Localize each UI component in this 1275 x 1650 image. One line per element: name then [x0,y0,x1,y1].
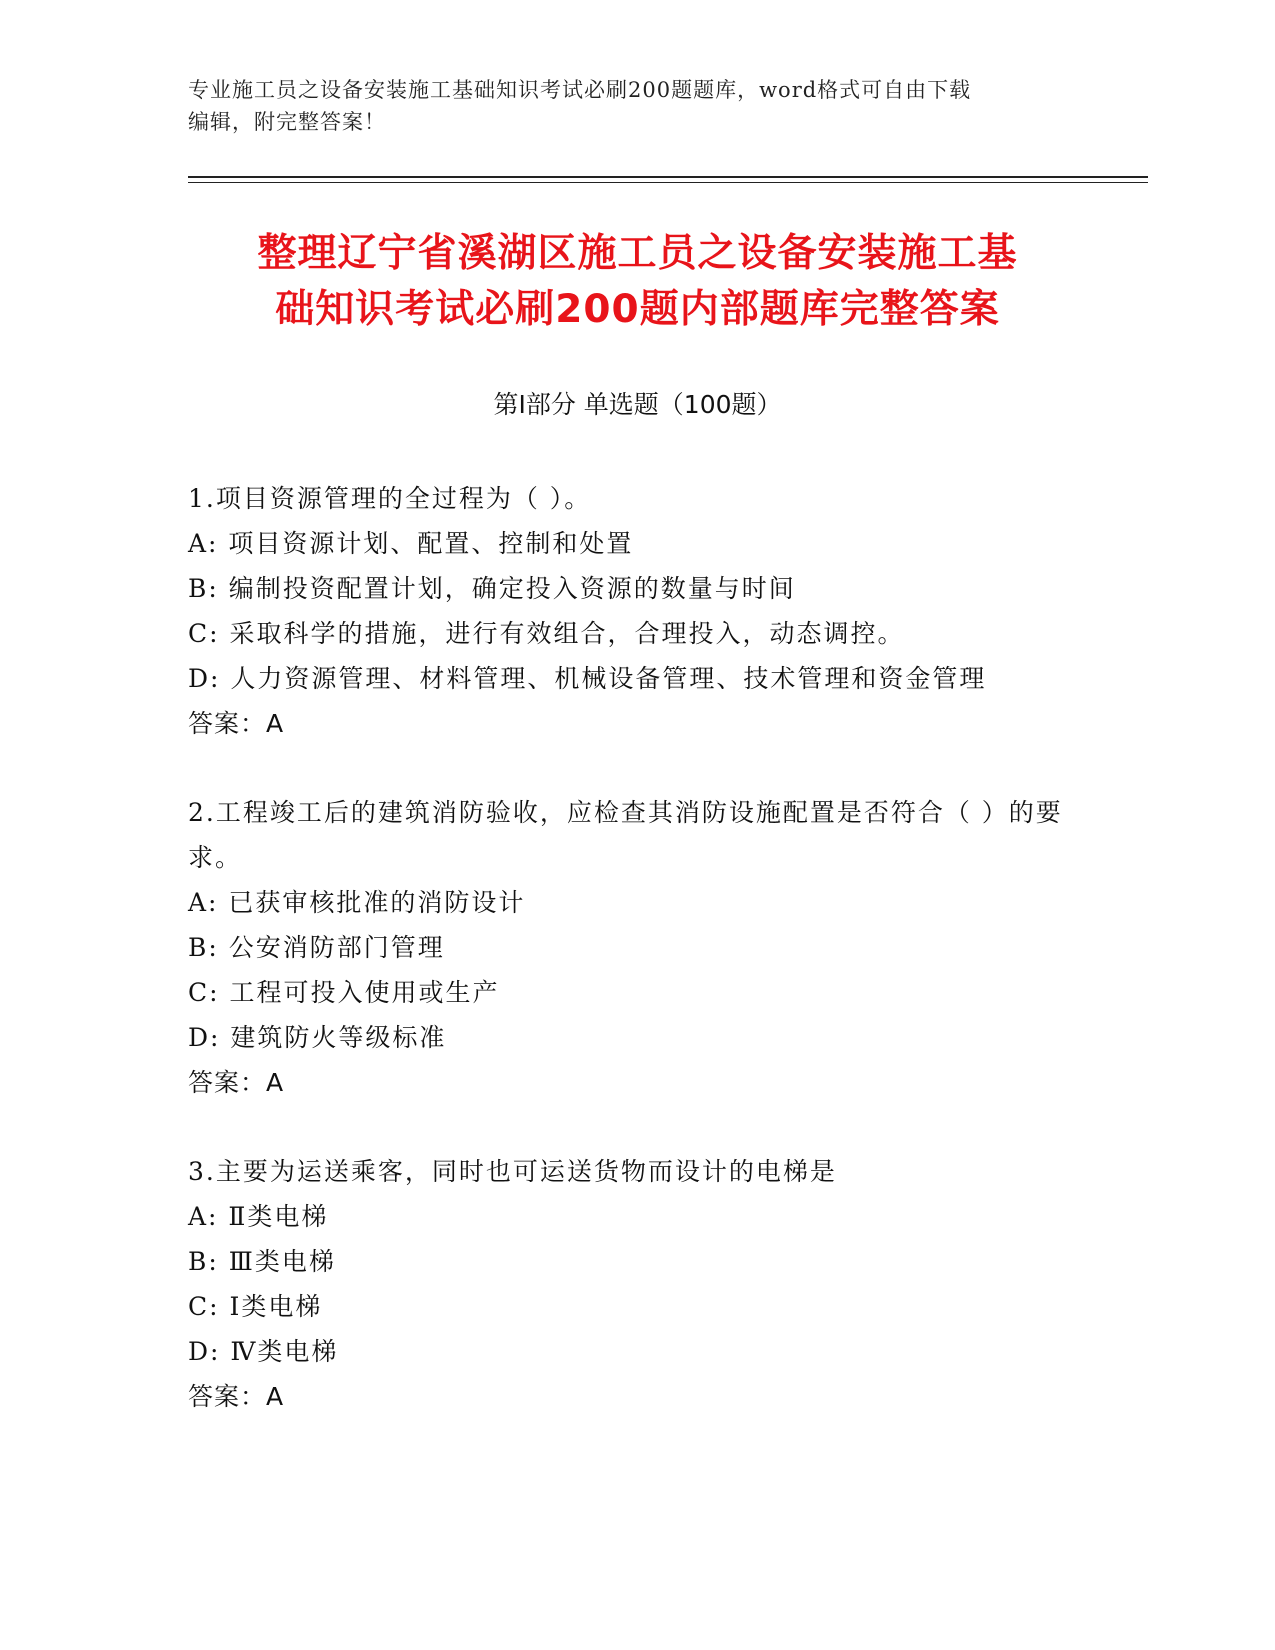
option-a: A: Ⅱ类电梯 [188,1202,329,1231]
option-a: A: 项目资源计划、配置、控制和处置 [188,529,634,558]
question-stem: 1.项目资源管理的全过程为（ ）。 [188,484,592,513]
document-title [150,226,1125,338]
question-stem: 2.工程竣工后的建筑消防验收，应检查其消防设施配置是否符合（ ）的要求。 [188,798,1063,872]
header-note-line-2: 编辑，附完整答案！ [188,110,386,134]
header-note [188,74,1088,138]
option-c: C: 工程可投入使用或生产 [188,978,500,1007]
answer: 答案：A [188,709,285,738]
header-note-line-1: 专业施工员之设备安装施工基础知识考试必刷200题题库，word格式可自由下载 [188,78,972,102]
option-d: D: 人力资源管理、材料管理、机械设备管理、技术管理和资金管理 [188,664,987,693]
option-b: B: 编制投资配置计划，确定投入资源的数量与时间 [188,574,796,603]
option-b: B: 公安消防部门管理 [188,933,445,962]
question-2 [188,790,1068,1105]
document-title-line-1: 整理辽宁省溪湖区施工员之设备安装施工基 [257,231,1018,276]
option-c: C: Ⅰ类电梯 [188,1292,323,1321]
question-stem: 3.主要为运送乘客，同时也可运送货物而设计的电梯是 [188,1157,837,1186]
option-b: B: Ⅲ类电梯 [188,1247,336,1276]
header-divider-thin [188,182,1148,183]
document-title-line-2: 础知识考试必刷200题内部题库完整答案 [275,287,1000,332]
option-c: C: 采取科学的措施，进行有效组合，合理投入，动态调控。 [188,619,905,648]
question-3 [188,1149,1068,1419]
header-divider-thick [188,176,1148,178]
answer: 答案：A [188,1382,285,1411]
section-heading: 第Ⅰ部分 单选题（100题） [493,390,782,419]
option-d: D: Ⅳ类电梯 [188,1337,339,1366]
answer: 答案：A [188,1068,285,1097]
question-1 [188,476,1068,746]
option-a: A: 已获审核批准的消防设计 [188,888,526,917]
option-d: D: 建筑防火等级标准 [188,1023,447,1052]
question-list [188,476,1068,1463]
